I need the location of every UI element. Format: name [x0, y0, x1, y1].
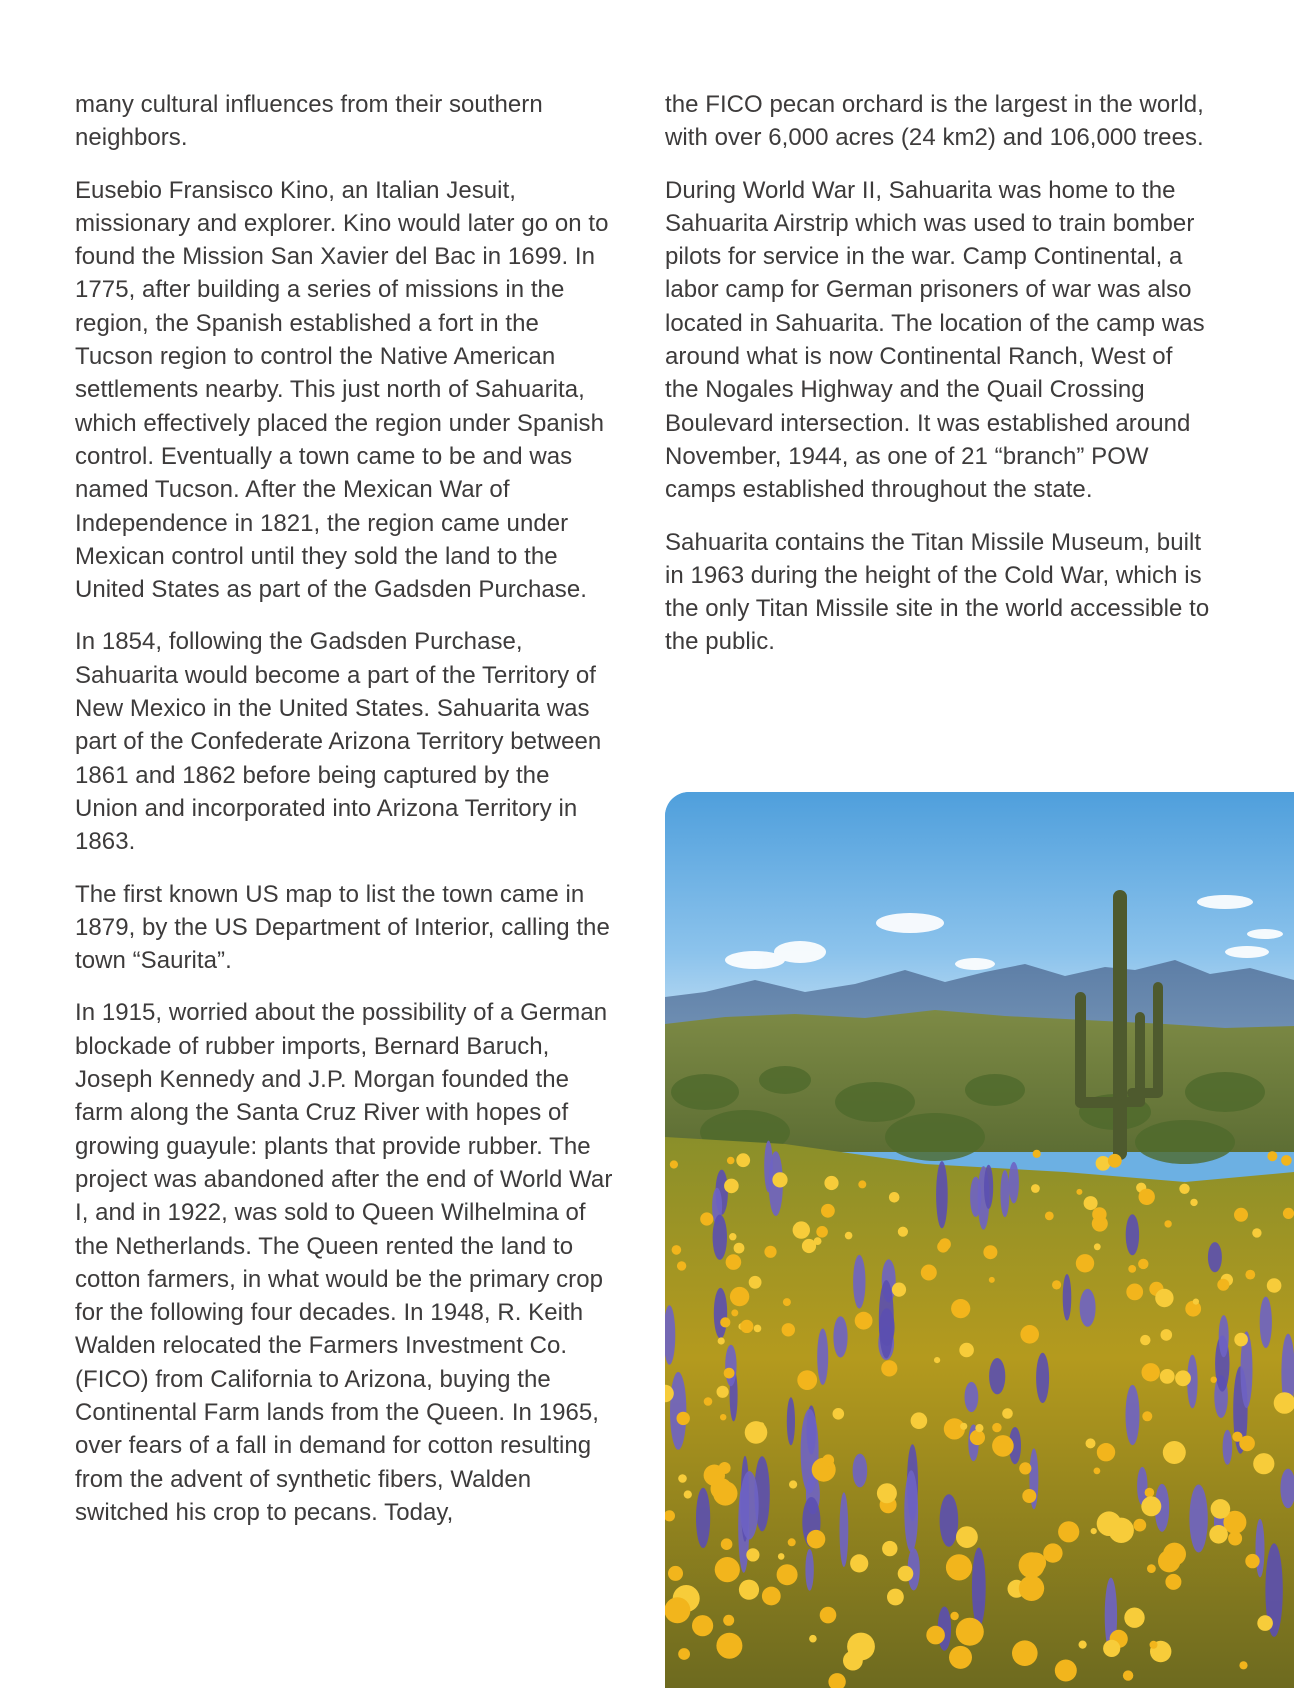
poppy-flower	[824, 1176, 838, 1190]
lupine-flower	[1189, 1485, 1207, 1553]
lupine-flower	[817, 1329, 828, 1385]
poppy-flower	[921, 1265, 937, 1281]
lupine-flower	[879, 1280, 894, 1358]
poppy-flower	[1097, 1443, 1115, 1461]
poppy-flower	[754, 1325, 762, 1333]
poppy-flower	[1239, 1661, 1247, 1669]
poppy-flower	[724, 1368, 735, 1379]
poppy-flower	[788, 1538, 796, 1546]
poppy-flower	[1096, 1156, 1111, 1171]
poppy-flower	[877, 1483, 897, 1503]
poppy-flower	[724, 1179, 739, 1194]
poppy-flower	[1052, 1280, 1061, 1289]
poppy-flower	[1267, 1151, 1277, 1161]
poppy-flower	[1055, 1660, 1077, 1682]
poppy-flower	[1123, 1670, 1133, 1680]
poppy-flower	[983, 1245, 997, 1259]
poppy-flower	[726, 1254, 742, 1270]
poppy-flower	[717, 1386, 729, 1398]
poppy-flower	[1128, 1265, 1136, 1273]
poppy-flower	[1084, 1196, 1098, 1210]
poppy-flower	[1141, 1496, 1161, 1516]
left-text-column	[75, 88, 615, 1548]
poppy-flower	[1175, 1370, 1191, 1386]
poppy-flower	[715, 1557, 740, 1582]
poppy-flower	[1228, 1532, 1242, 1546]
poppy-flower	[736, 1153, 750, 1167]
poppy-flower	[1019, 1462, 1031, 1474]
poppy-flower	[1211, 1377, 1217, 1383]
poppy-flower	[1139, 1189, 1155, 1205]
poppy-flower	[949, 1646, 972, 1669]
poppy-flower	[1253, 1453, 1274, 1474]
poppy-flower	[1124, 1608, 1144, 1628]
poppy-flower	[956, 1618, 984, 1646]
poppy-flower	[992, 1423, 1001, 1432]
poppy-flower	[672, 1245, 682, 1255]
poppy-flower	[1155, 1289, 1173, 1307]
poppy-flower	[740, 1320, 753, 1333]
poppy-flower	[692, 1615, 713, 1636]
poppy-flower	[833, 1408, 845, 1420]
poppy-flower	[1138, 1259, 1148, 1269]
poppy-flower	[1126, 1284, 1143, 1301]
poppy-flower	[1150, 1641, 1158, 1649]
poppy-flower	[1257, 1615, 1273, 1631]
poppy-flower	[1031, 1184, 1040, 1193]
poppy-flower	[729, 1233, 736, 1240]
paragraph: During World War II, Sahuarita was home to the Sahuarita Airstrip which was used to train bomber pilots for service in the war. Camp Continental, a labor camp for German prisoners of war was also located in Sahuarita. The location of the camp was around what is now Continental Ranch, West of the Nogales Highway and the Quail Crossing Boulevard intersection. It was established around November, 1944, as one of 21 “branch” POW camps established throughout the state.	[665, 176, 1205, 504]
lupine-flower	[970, 1177, 981, 1217]
poppy-flower	[700, 1212, 713, 1225]
poppy-flower	[1147, 1564, 1156, 1573]
poppy-flower	[882, 1541, 897, 1556]
lupine-flower	[940, 1494, 959, 1546]
poppy-flower	[950, 1612, 958, 1620]
poppy-flower	[1165, 1574, 1181, 1590]
poppy-flower	[704, 1397, 713, 1406]
poppy-flower	[1179, 1184, 1189, 1194]
poppy-flower	[937, 1241, 949, 1253]
poppy-flower	[1142, 1363, 1160, 1381]
lupine-flower	[1208, 1242, 1222, 1272]
poppy-flower	[677, 1412, 690, 1425]
poppy-flower	[720, 1317, 730, 1327]
poppy-flower	[749, 1276, 762, 1289]
lupine-flower	[965, 1382, 979, 1412]
poppy-flower	[822, 1454, 834, 1466]
poppy-flower	[678, 1648, 690, 1660]
poppy-flower	[1164, 1220, 1171, 1227]
poppy-flower	[716, 1633, 742, 1659]
poppy-flower	[1185, 1301, 1201, 1317]
poppy-flower	[677, 1261, 686, 1270]
lupine-flower	[984, 1165, 993, 1209]
poppy-flower	[845, 1232, 853, 1240]
poppy-flower	[960, 1423, 967, 1430]
poppy-flower	[892, 1283, 906, 1297]
poppy-flower	[814, 1237, 822, 1245]
poppy-flower	[1092, 1207, 1106, 1221]
poppy-flower	[1133, 1519, 1146, 1532]
poppy-flower	[970, 1430, 985, 1445]
lupine-flower	[1223, 1430, 1233, 1465]
poppy-flower	[734, 1243, 745, 1254]
lupine-flower	[1036, 1353, 1049, 1403]
poppy-flower	[1109, 1518, 1134, 1543]
lupine-flower	[787, 1397, 795, 1445]
poppy-flower	[1217, 1279, 1229, 1291]
poppy-flower	[1043, 1543, 1062, 1562]
poppy-flower	[807, 1530, 826, 1549]
lupine-flower	[805, 1549, 813, 1591]
paragraph: In 1915, worried about the possibility of a German blockade of rubber imports, Bernard Baruch, Joseph Kennedy and J.P. Morgan founded the farm along the Santa Cruz River with hopes of growing guayule: plants that provide rubber. The project was abandoned after the end of World War I, and in 1922, was sold to Queen Wilhelmina of the Netherlands. The Queen rented the land to cotton farmers, in what would be the primary crop for the following four decades. In 1948, R. Keith Walden relocated the Farmers Investment Co. (FICO) from California to Arizona, buying the Continental Farm lands from the Queen. In 1965, over fears of a fall in demand for cotton resulting from the advent of synthetic fibers, Walden switched his crop to pecans. Today,	[75, 999, 613, 1526]
poppy-flower	[1281, 1155, 1292, 1166]
poppy-flower	[721, 1538, 733, 1550]
lupine-flower	[713, 1215, 727, 1260]
poppy-flower	[777, 1564, 798, 1585]
poppy-flower	[1058, 1521, 1079, 1542]
poppy-flower	[820, 1607, 837, 1624]
lupine-flower	[725, 1345, 736, 1387]
poppy-flower	[855, 1312, 873, 1330]
right-text-column	[665, 88, 1210, 678]
lupine-flower	[1126, 1385, 1140, 1445]
lupine-flower	[670, 1372, 686, 1450]
lupine-flower	[1000, 1170, 1009, 1217]
poppy-flower	[1020, 1325, 1039, 1344]
lupine-flower	[833, 1316, 847, 1357]
poppy-flower	[793, 1221, 810, 1238]
poppy-flower	[1167, 1558, 1178, 1569]
poppy-flower	[889, 1192, 900, 1203]
lupine-flower	[1009, 1162, 1019, 1204]
lupine-flower	[1256, 1519, 1265, 1577]
poppy-flower	[1209, 1525, 1228, 1544]
paragraph: Eusebio Fransisco Kino, an Italian Jesuit, missionary and explorer. Kino would later go on to found the Mission San Xavier del Bac in 1699. In 1775, after building a series of missions in the region, the Spanish established a fort in the Tucson region to control the Native American settlements nearby. This just north of Sahuarita, which effectively placed the region under Spanish control. Eventually a town came to be and was named Tucson. After the Mexican War of Independence in 1821, the region came under Mexican control until they sold the land to the United States as part of the Gadsden Purchase.	[75, 176, 609, 604]
poppy-flower	[1026, 1553, 1047, 1574]
poppy-flower	[1239, 1436, 1255, 1452]
poppy-flower	[850, 1554, 868, 1572]
poppy-flower	[821, 1204, 835, 1218]
poppy-flower	[1076, 1189, 1082, 1195]
poppy-flower	[1193, 1299, 1199, 1305]
poppy-flower	[730, 1287, 749, 1306]
lupine-flower	[764, 1141, 773, 1193]
poppy-flower	[946, 1554, 972, 1580]
poppy-flower	[711, 1478, 733, 1500]
poppy-flower	[720, 1414, 726, 1420]
paragraph: the FICO pecan orchard is the largest in the world, with over 6,000 acres (24 km2) and 106,000 trees.	[665, 91, 1204, 152]
poppy-flower	[739, 1580, 759, 1600]
poppy-flower	[670, 1160, 678, 1168]
paragraph: The first known US map to list the town came in 1879, by the US Department of Interior, calling the town “Saurita”.	[75, 880, 610, 975]
poppy-flower	[847, 1633, 875, 1661]
poppy-flower	[956, 1526, 978, 1548]
poppy-flower	[1140, 1335, 1150, 1345]
lupine-flower	[1260, 1297, 1272, 1348]
poppy-flower	[665, 1597, 690, 1623]
poppy-flower	[1161, 1329, 1173, 1341]
poppy-flower	[816, 1226, 828, 1238]
poppy-flower	[1022, 1489, 1036, 1503]
poppy-flower	[951, 1299, 970, 1318]
lupine-flower	[840, 1492, 849, 1567]
poppy-flower	[1234, 1333, 1248, 1347]
poppy-flower	[1252, 1228, 1261, 1237]
poppy-flower	[858, 1180, 866, 1188]
poppy-flower	[731, 1309, 738, 1316]
poppy-flower	[1079, 1641, 1087, 1649]
poppy-flower	[762, 1587, 781, 1606]
poppy-flower	[1045, 1212, 1054, 1221]
poppy-flower	[1211, 1499, 1231, 1519]
poppy-flower	[1160, 1369, 1175, 1384]
poppy-flower	[745, 1421, 768, 1444]
poppy-flower	[1190, 1199, 1197, 1206]
poppy-flower	[1103, 1640, 1120, 1657]
poppy-flower	[926, 1626, 945, 1645]
poppy-flower	[1086, 1438, 1096, 1448]
landscape-illustration	[665, 792, 1294, 1688]
poppy-flower	[911, 1412, 928, 1429]
lupine-flower	[696, 1488, 710, 1548]
lupine-flower	[1219, 1315, 1229, 1357]
paragraph: many cultural influences from their southern neighbors.	[75, 91, 543, 152]
poppy-flower	[1142, 1411, 1152, 1421]
poppy-flower	[797, 1370, 817, 1390]
desert-landscape-photo	[665, 792, 1294, 1688]
poppy-flower	[975, 1424, 983, 1432]
lupine-flower	[714, 1288, 727, 1339]
poppy-flower	[881, 1360, 897, 1376]
poppy-flower	[1267, 1278, 1282, 1293]
poppy-flower	[718, 1337, 725, 1344]
poppy-flower	[989, 1277, 995, 1283]
poppy-flower	[1019, 1576, 1044, 1601]
paragraph: In 1854, following the Gadsden Purchase, Sahuarita would become a part of the Territory of New Mexico in the United States. Sahuarita was part of the Confederate Arizona Territory between 1861 and 1862 before being captured by the Union and incorporated into Arizona Territory in 1863.	[75, 628, 602, 856]
poppy-flower	[934, 1357, 940, 1363]
poppy-flower	[668, 1566, 683, 1581]
poppy-flower	[898, 1566, 914, 1582]
poppy-flower	[1033, 1150, 1041, 1158]
poppy-flower	[1245, 1554, 1259, 1568]
lupine-flower	[1063, 1274, 1072, 1321]
poppy-flower	[772, 1172, 787, 1187]
paragraph: Sahuarita contains the Titan Missile Museum, built in 1963 during the height of the Cold War, which is the only Titan Missile site in the world accessible to the public.	[665, 528, 1210, 656]
poppy-flower	[1094, 1468, 1101, 1475]
lupine-flower	[904, 1470, 918, 1552]
poppy-flower	[678, 1474, 687, 1483]
poppy-flower	[1283, 1208, 1294, 1219]
poppy-flower	[992, 1435, 1014, 1457]
lupine-flower	[989, 1358, 1005, 1394]
poppy-flower	[898, 1227, 908, 1237]
poppy-flower	[723, 1615, 734, 1626]
poppy-flower	[1076, 1254, 1094, 1272]
poppy-flower	[1002, 1408, 1013, 1419]
lupine-flower	[853, 1454, 868, 1488]
lupine-flower	[1080, 1289, 1096, 1327]
poppy-flower	[1234, 1208, 1248, 1222]
poppy-flower	[1094, 1243, 1101, 1250]
poppy-flower	[782, 1323, 795, 1336]
poppy-flower	[887, 1589, 904, 1606]
poppy-flower	[764, 1246, 776, 1258]
poppy-flower	[778, 1553, 785, 1560]
lupine-flower	[972, 1548, 986, 1628]
poppy-flower	[1245, 1270, 1255, 1280]
poppy-flower	[1091, 1528, 1097, 1534]
lupine-flower	[801, 1409, 819, 1493]
poppy-flower	[809, 1635, 817, 1643]
lupine-flower	[853, 1255, 865, 1309]
lupine-flower	[740, 1471, 759, 1539]
poppy-flower	[1012, 1640, 1038, 1666]
poppy-flower	[959, 1343, 974, 1358]
lupine-flower	[936, 1161, 948, 1228]
poppy-flower	[746, 1548, 759, 1561]
poppy-flower	[1108, 1154, 1122, 1168]
poppy-flower	[1163, 1441, 1186, 1464]
poppy-flower	[727, 1157, 735, 1165]
poppy-flower	[789, 1480, 797, 1488]
poppy-flower	[1145, 1488, 1155, 1498]
lupine-flower	[1126, 1214, 1139, 1255]
poppy-flower	[684, 1490, 692, 1498]
poppy-flower	[783, 1298, 791, 1306]
